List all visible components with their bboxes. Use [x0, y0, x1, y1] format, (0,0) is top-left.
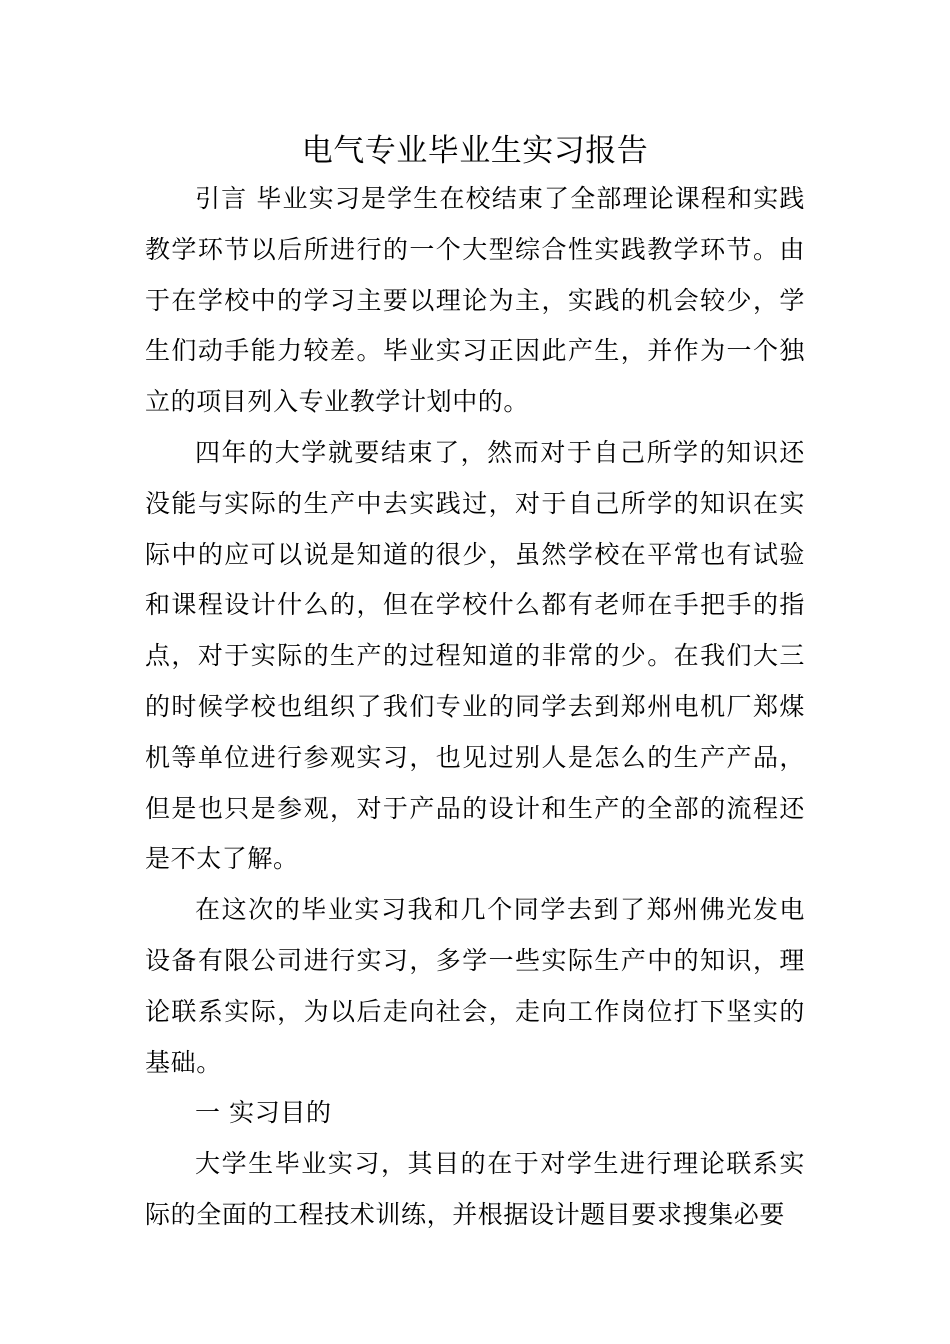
paragraph-purpose: 大学生毕业实习，其目的在于对学生进行理论联系实际的全面的工程技术训练，并根据设计题目要求搜集必要 — [145, 1149, 805, 1229]
paragraph-background: 四年的大学就要结束了，然而对于自己所学的知识还没能与实际的生产中去实践过，对于自己所学的知识在实际中的应可以说是知道的很少，虽然学校在平常也有试验和课程设计什么的，但在学校什么都有老师在手把手的指点，对于实际的生产的过程知道的非常的少。在我们大三的时候学校也组织了我们专业的同学去到郑州电机厂郑煤机等单位进行参观实习，也见过别人是怎么的生产产品，但是也只是参观，对于产品的设计和生产的全部的流程还是不太了解。 — [145, 437, 805, 874]
paragraph-introduction: 引言 毕业实习是学生在校结束了全部理论课程和实践教学环节以后所进行的一个大型综合性实践教学环节。由于在学校中的学习主要以理论为主，实践的机会较少，学生们动手能力较差。毕业实习正因此产生，并作为一个独立的项目列入专业教学计划中的。 — [145, 184, 805, 417]
document-body — [145, 174, 805, 1241]
paragraph-internship-location: 在这次的毕业实习我和几个同学去到了郑州佛光发电设备有限公司进行实习，多学一些实际生产中的知识，理论联系实际，为以后走向社会，走向工作岗位打下坚实的基础。 — [145, 895, 805, 1077]
document-title: 电气专业毕业生实习报告 — [301, 133, 649, 169]
section-heading-purpose: 一 实习目的 — [195, 1098, 332, 1128]
